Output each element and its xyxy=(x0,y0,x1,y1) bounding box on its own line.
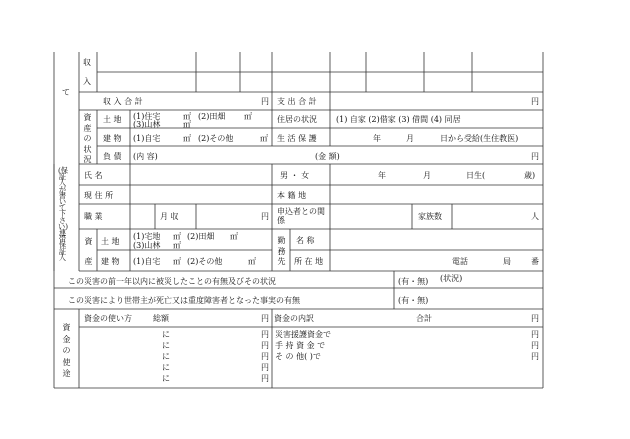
guarantor-address-label: 現 住 所 xyxy=(84,191,114,200)
funds-breakdown-yen-column xyxy=(531,329,539,362)
disaster-question-1: この災害の前一年以内に被災したことの有無及びその状況 xyxy=(68,277,276,286)
debt-amount-label: (金 額) xyxy=(315,152,340,161)
guarantor-name-label: 氏 名 xyxy=(84,171,103,180)
guarantor-building-unit1: ㎡ xyxy=(173,257,181,266)
guarantor-income-label: 月 収 xyxy=(160,212,179,221)
funds-sum-label: 合計 xyxy=(416,314,432,323)
assets-building-label: 建 物 xyxy=(103,134,122,143)
welfare-label: 生 活 保 護 xyxy=(277,134,317,143)
funds-usage-ni-1: に xyxy=(162,330,170,339)
disaster-question-2: この災害により世帯主が死亡又は重度障害者となった事実の有無 xyxy=(68,296,300,305)
funds-usage-yen-column xyxy=(261,329,269,384)
guarantor-age: 歳) xyxy=(524,171,536,180)
funds-item-other: そ の 他( )で xyxy=(275,352,321,361)
guarantor-land-unit3: ㎡ xyxy=(173,241,181,250)
funds-sum-yen: 円 xyxy=(531,314,539,323)
funds-breakdown-yen-2: 円 xyxy=(531,341,539,350)
guarantor-birth-year: 年 xyxy=(378,171,386,180)
guarantor-wp-name-label: 名 称 xyxy=(296,236,315,245)
debt-content-label: (内 容) xyxy=(133,152,158,161)
expense-total-yen: 円 xyxy=(531,97,539,106)
guarantor-land-unit1: ㎡ xyxy=(173,232,181,241)
guarantor-phone-label: 電話 xyxy=(452,257,468,266)
guarantor-birth-day: 日生( xyxy=(466,171,486,180)
guarantor-family-unit: 人 xyxy=(531,212,539,221)
guarantor-income-yen: 円 xyxy=(261,212,269,221)
assets-land-opt1: (1)住宅 xyxy=(133,112,161,121)
guarantor-land-opt3: (3)山林 xyxy=(133,241,161,250)
assets-section-label: 資産の状況 xyxy=(83,113,92,164)
funds-usage-ni-4: に xyxy=(162,363,170,372)
funds-usage-yen-5: 円 xyxy=(261,374,269,383)
guarantor-phone-bureau: 局 xyxy=(503,257,511,266)
guarantor-phone-number: 番 xyxy=(531,257,539,266)
funds-usage-yen-2: 円 xyxy=(261,341,269,350)
income-label-1: 収 xyxy=(83,58,91,67)
funds-usage-ni-5: に xyxy=(162,374,170,383)
expense-total-label: 支 出 合 計 xyxy=(277,97,317,106)
funds-item-own: 手 持 資 金 で xyxy=(275,341,326,350)
assets-building-unit1: ㎡ xyxy=(183,134,191,143)
guarantor-asset-label: 資産 xyxy=(84,237,93,266)
assets-land-unit3: ㎡ xyxy=(183,120,191,129)
funds-usage-yen-1: 円 xyxy=(261,330,269,339)
funds-total-yen: 円 xyxy=(261,314,269,323)
guarantor-gender: 男 ・ 女 xyxy=(280,171,310,180)
guarantor-land-label: 土 地 xyxy=(101,237,120,246)
guarantor-land-opt1: (1)宅地 xyxy=(133,232,161,241)
guarantor-domicile-label: 本 籍 地 xyxy=(277,191,307,200)
funds-usage-label: 資金の使い方 xyxy=(84,314,132,323)
assets-building-unit2: ㎡ xyxy=(260,134,268,143)
funds-item-relief: 災害援護資金で xyxy=(275,330,331,339)
funds-usage-yen-4: 円 xyxy=(261,363,269,372)
income-total-yen: 円 xyxy=(261,97,269,106)
guarantor-section-label: (保証人が書いて下さい)連帯保証人 xyxy=(58,166,68,262)
guarantor-family-label: 家族数 xyxy=(418,212,442,221)
income-label-2: 入 xyxy=(83,77,91,86)
income-total-label: 収 入 合 計 xyxy=(103,97,143,106)
funds-usage-ni-2: に xyxy=(162,341,170,350)
housing-label: 住居の状況 xyxy=(277,115,317,124)
guarantor-building-opt2: (2)その他 xyxy=(187,257,223,266)
guarantor-birth-month: 月 xyxy=(423,171,431,180)
guarantor-land-unit2: ㎡ xyxy=(230,232,238,241)
funds-breakdown-yen-3: 円 xyxy=(531,352,539,361)
guarantor-building-unit2: ㎡ xyxy=(248,257,256,266)
funds-breakdown-items xyxy=(275,329,331,362)
welfare-year: 年 xyxy=(373,134,381,143)
assets-land-unit1: ㎡ xyxy=(183,112,191,121)
guarantor-workplace-label: 勤務先 xyxy=(277,236,286,266)
housing-options: (1) 自家 (2)借家 (3) 借間 (4) 同居 xyxy=(336,115,461,124)
assets-land-opt2: (2)田畑 xyxy=(198,112,226,121)
welfare-month: 月 xyxy=(406,134,414,143)
guarantor-wp-loc-label: 所 在 地 xyxy=(294,257,324,266)
funds-total-label: 総額 xyxy=(153,314,169,323)
guarantor-land-opt2: (2)田畑 xyxy=(187,232,215,241)
guarantor-job-label: 職 業 xyxy=(84,212,103,221)
disaster-q1-yes-no: (有・無) xyxy=(398,277,429,286)
funds-usage-yen-3: 円 xyxy=(261,352,269,361)
debt-yen: 円 xyxy=(531,152,539,161)
debt-label: 負 債 xyxy=(103,152,122,161)
funds-usage-ni-3: に xyxy=(162,352,170,361)
guarantor-building-label: 建 物 xyxy=(101,257,120,266)
funds-breakdown-yen-1: 円 xyxy=(531,330,539,339)
funds-usage-ni-column xyxy=(162,329,170,384)
assets-building-opt1: (1)自宅 xyxy=(133,134,161,143)
funds-breakdown-label: 資金の内訳 xyxy=(274,314,314,323)
section-mark: て xyxy=(62,88,70,97)
assets-building-opt2: (2)その他 xyxy=(198,134,234,143)
assets-land-label: 土 地 xyxy=(103,115,122,124)
assets-land-unit2: ㎡ xyxy=(244,112,252,121)
disaster-q1-status: (状況) xyxy=(440,274,463,283)
assets-land-opt3: (3)山林 xyxy=(133,120,161,129)
funds-section-label: 資金の使途 xyxy=(62,323,71,378)
guarantor-relation-label: 申込者との関 係 xyxy=(277,207,341,225)
guarantor-building-opt1: (1)自宅 xyxy=(133,257,161,266)
welfare-text: 日から受給(生住教医) xyxy=(440,134,519,143)
disaster-q2-yes-no: (有・無) xyxy=(398,296,429,305)
